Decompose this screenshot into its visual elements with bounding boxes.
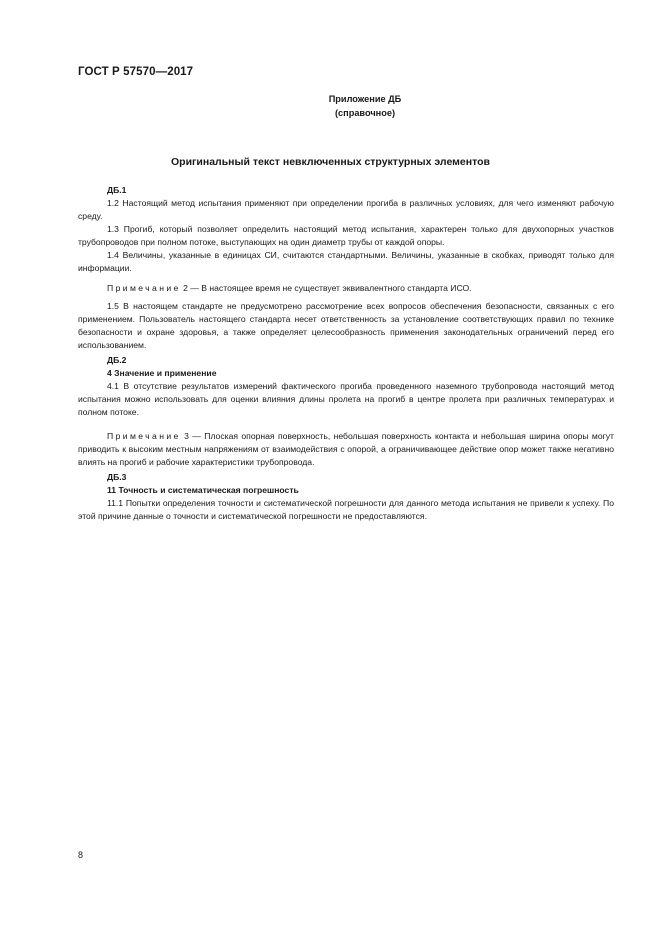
note-3-text: 3 — Плоская опорная поверхность, небольшая поверхность контакта и небольшая ширина опоры могут приводить к высоким местным напряжениям от взаимодействия с опорой, а ограничивающее действие опор может также негативно влиять на прогиб и рабочие характеристики трубопровода. bbox=[78, 431, 614, 467]
standard-code: ГОСТ Р 57570—2017 bbox=[78, 66, 194, 78]
subheading-4: 4 Значение и применение bbox=[107, 368, 217, 378]
section-db3 bbox=[78, 471, 614, 523]
annex-label: Приложение ДБ bbox=[328, 94, 402, 104]
section-heading-db2: ДБ.2 bbox=[107, 355, 127, 365]
section-heading-db3: ДБ.3 bbox=[107, 472, 127, 482]
note-2-text: 2 — В настоящее время не существует эквивалентного стандарта ИСО. bbox=[180, 283, 472, 293]
annex-title: Оригинальный текст невключенных структурных элементов bbox=[171, 156, 490, 168]
note-3 bbox=[78, 430, 614, 469]
section-db2 bbox=[78, 354, 614, 419]
paragraph-1-3: 1.3 Прогиб, который позволяет определить настоящий метод испытания, характерен только для двухопорных участков трубопроводов при полном потоке, выступающих на один диаметр трубы от каждой опоры. bbox=[78, 224, 614, 247]
paragraph-4-1: 4.1 В отсутствие результатов измерений фактического прогиба проведенного наземного трубопровода настоящий метод испытания можно использовать для оценки влияния длины пролета на прогиб в центре пролета при различных температурах и полном потоке. bbox=[78, 381, 614, 417]
note-2-label: Примечание bbox=[107, 283, 181, 293]
paragraph-11-1: 11.1 Попытки определения точности и систематической погрешности для данного метода испытания не привели к успеху. По этой причине данные о точности и систематической погрешности не предоставляются. bbox=[78, 498, 614, 521]
paragraph-1-5-block bbox=[78, 300, 614, 352]
subheading-11: 11 Точность и систематическая погрешность bbox=[107, 485, 299, 495]
section-db1 bbox=[78, 184, 614, 275]
page-number: 8 bbox=[78, 850, 84, 860]
paragraph-1-2: 1.2 Настоящий метод испытания применяют при определении прогиба в различных условиях, для чего изменяют рабочую среду. bbox=[78, 198, 614, 221]
note-2 bbox=[78, 282, 614, 295]
note-3-label: Примечание bbox=[107, 431, 181, 441]
section-heading-db1: ДБ.1 bbox=[107, 185, 127, 195]
annex-type: (справочное) bbox=[334, 108, 395, 118]
paragraph-1-5: 1.5 В настоящем стандарте не предусмотрено рассмотрение всех вопросов обеспечения безопасности, связанных с его применением. Пользователь настоящего стандарта несет ответственность за установление соответствующих правил по технике безопасности и охране здоровья, а также определяет целесообразность применения законодательных ограничений перед его использованием. bbox=[78, 301, 614, 350]
paragraph-1-4: 1.4 Величины, указанные в единицах СИ, считаются стандартными. Величины, указанные в скобках, приводят только для информации. bbox=[78, 250, 614, 273]
